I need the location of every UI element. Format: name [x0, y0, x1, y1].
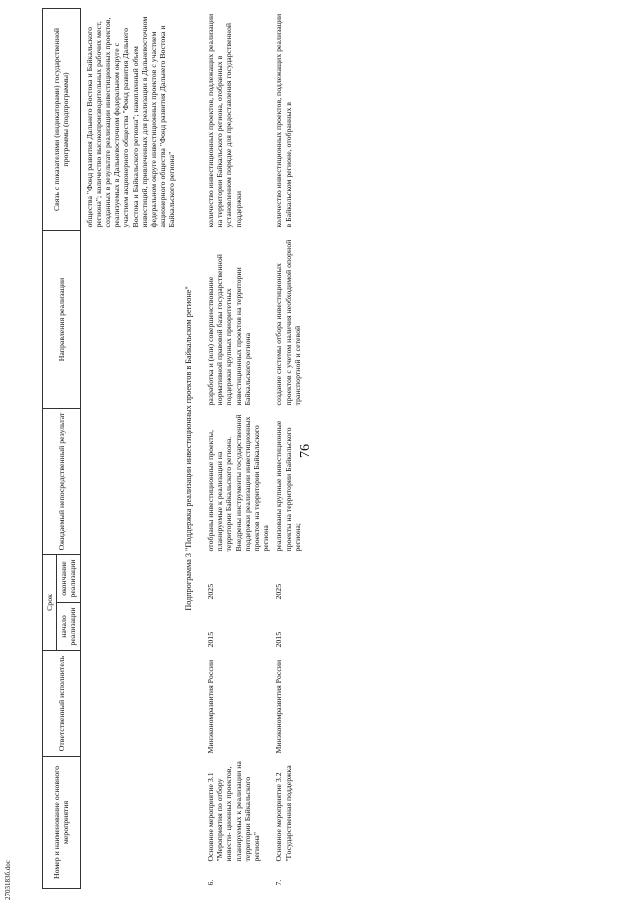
result-cell: отобраны инвестиционные проекты, планируемые к реализации на территории Байкальского региона. Внедрены инструменты государственной поддержки реализации инвестиционных проектов на территории Байкальского региона — [206, 414, 271, 552]
header-end: окончание реализации — [57, 554, 80, 602]
table-row — [204, 8, 272, 888]
continuation-link-text: общества "Фонд развития Дальнего Востока и Байкальского региона"; количество высокопроизводительных рабочих мест, созданных в результате реализации инвестиционных проектов, реализуемых в Дальневосточном федеральном округе с участием акционерного общества "Фонд развития Дальнего Востока и Байкальского региона"; накопленный объем инвестиций, привлеченных для реализации в Дальневосточном федеральном округе инвестиционных проектов с участием акционерного общества "Фонд развития Дальнего Востока и Байкальского региона" — [84, 16, 177, 228]
header-term: Срок — [43, 554, 57, 650]
end-cell: 2025 — [274, 583, 284, 600]
directions-cell: разработка и (или) совершенствование нормативной правовой базы государственной поддержки крупных приоритетных инвестиционных проектов на территории Байкальского региона — [206, 254, 252, 406]
measure-name: Основное мероприятие 3.2 "Государственная поддержка — [274, 765, 293, 862]
row-number: 6. — [206, 879, 216, 886]
header-executor: Ответственный исполнитель — [43, 651, 81, 757]
directions-cell: создание системы отбора инвестиционных проектов с учетом наличия необходимой опорной транспортной и сетевой — [274, 239, 302, 406]
header-link: Связь с показателями (индикаторами) государственной программы (подпрограммы) — [43, 8, 81, 230]
measure-name: Основное мероприятие 3.1 "Мероприятия по отбору инвести- ционных проектов, планируемых к реализации на территории Байкальского региона" — [206, 761, 262, 862]
measures-table — [42, 8, 304, 889]
measure-cell — [204, 757, 272, 889]
executor-cell: Минэкономразвития России — [206, 659, 216, 754]
document-id: 2703183б.doc — [4, 860, 12, 900]
header-measure: Номер и наименование основного мероприятия — [43, 757, 81, 889]
link-cell: количество инвестиционных проектов, подлежащих реализации на территории Байкальского региона, отобранных в установленном порядке для предоставления государственной поддержки — [206, 13, 243, 228]
row-number: 7. — [274, 879, 284, 886]
executor-cell: Минэкономразвития России — [274, 659, 284, 754]
header-directions: Направления реализации — [43, 230, 81, 408]
table-row — [272, 8, 304, 888]
end-cell: 2025 — [206, 583, 216, 600]
continuation-row — [80, 8, 178, 888]
rotated-table-sheet — [42, 9, 602, 889]
measure-cell — [272, 757, 304, 889]
header-result: Ожидаемый непосредственный результат — [43, 408, 81, 554]
start-cell: 2015 — [206, 631, 216, 648]
result-cell: реализованы крупные инвестиционные проекты на территории Байкальского региона; — [274, 420, 302, 552]
subprogram-title: Подпрограмма 3 "Поддержка реализации инвестиционных проектов в Байкальском регионе" — [184, 286, 194, 611]
start-cell: 2015 — [274, 631, 284, 648]
subprogram-header-row — [178, 8, 204, 888]
page-number: 76 — [298, 444, 313, 458]
link-cell: количество инвестиционных проектов, подлежащих реализации в Байкальском регионе, отобранных в — [274, 13, 293, 228]
header-start: начало реализации — [57, 603, 80, 651]
